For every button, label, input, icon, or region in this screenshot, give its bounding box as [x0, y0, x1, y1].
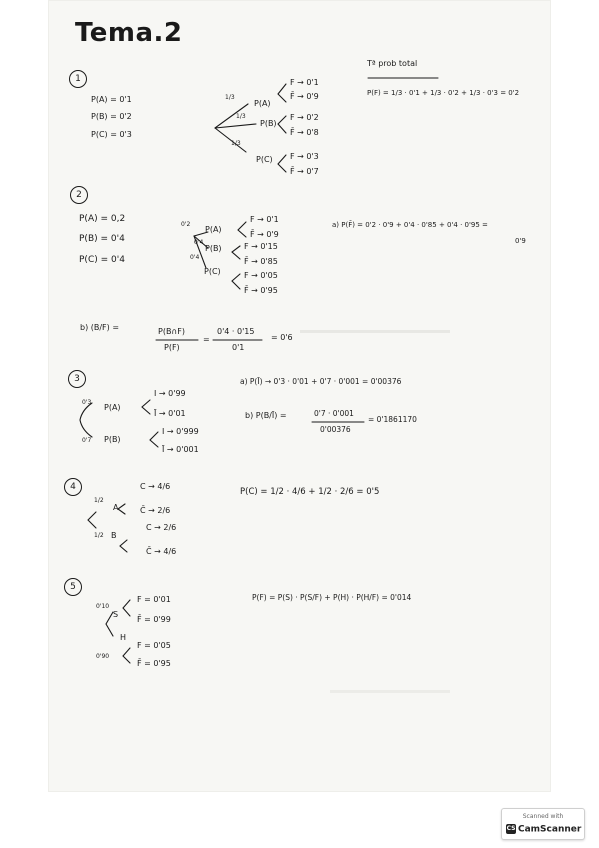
exercise-number-2: 2 — [70, 186, 88, 204]
part-a-formula: a) P(F̄) = 0'2 · 0'9 + 0'4 · 0'85 + 0'4 · 0'95 = — [332, 221, 488, 229]
tree-leaf: F → 0'2 — [290, 113, 319, 122]
tree-leaf: I → 0'99 — [154, 389, 186, 398]
branch-weight: 0'4 — [190, 254, 200, 261]
tree-leaf: F → 0'15 — [244, 242, 278, 251]
fraction-denominator: 0'00376 — [320, 425, 351, 434]
tree-leaf: C̄ → 4/6 — [146, 547, 177, 556]
total-prob-formula: P(F) = P(S) · P(S/F) + P(H) · P(H/F) = 0'014 — [252, 593, 412, 602]
exercise-number-4: 4 — [64, 478, 82, 496]
tree-node: P(B) — [205, 244, 222, 253]
tree-leaf: F̄ → 0'9 — [250, 230, 279, 239]
prob-a: P(A) = 0'1 — [91, 95, 132, 104]
prob-b: P(B) = 0'4 — [79, 234, 125, 244]
branch-weight: 1/2 — [94, 497, 104, 504]
branch-weight: 1/3 — [236, 113, 246, 120]
tree-node: P(B) — [260, 119, 277, 128]
tree-leaf: F̄ → 0'85 — [244, 257, 278, 266]
branch-weight: 0'7 — [82, 437, 92, 444]
exercise-number-3: 3 — [68, 370, 86, 388]
tree-leaf: F → 0'1 — [250, 215, 279, 224]
tree-leaf: Ī → 0'01 — [154, 409, 186, 418]
fraction-denominator: 0'1 — [232, 343, 245, 352]
branch-weight: 0'10 — [96, 603, 110, 610]
tree-node: S — [113, 610, 119, 619]
prob-c: P(C) = 0'3 — [91, 130, 132, 139]
tree-leaf: F̄ → 0'7 — [290, 167, 319, 176]
branch-weight: 1/2 — [94, 532, 104, 539]
tree-node: B — [111, 531, 117, 540]
part-b-result: = 0'1861170 — [368, 415, 417, 424]
tree-node: P(A) — [205, 225, 222, 234]
fraction-numerator: 0'4 · 0'15 — [217, 327, 255, 336]
prob-a: P(A) = 0,2 — [79, 214, 126, 224]
branch-weight: 0'2 — [181, 221, 191, 228]
tree-leaf: F = 0'01 — [137, 595, 171, 604]
part-a-result: 0'9 — [515, 237, 526, 245]
tree-leaf: F̄ = 0'99 — [137, 615, 171, 624]
watermark-caption: Scanned with — [522, 813, 564, 820]
part-b-lhs: b) P(B/Ī) = — [245, 411, 287, 420]
tree-node: H — [120, 633, 127, 642]
tree-leaf: F → 0'05 — [244, 271, 278, 280]
exercise-number-5: 5 — [64, 578, 82, 596]
part-b-lhs: b) (B/F) = — [80, 323, 120, 332]
bleed-through-mark — [330, 690, 450, 693]
tree-node: P(B) — [104, 435, 121, 444]
tree-node: P(A) — [254, 99, 271, 108]
part-b-result: = 0'6 — [271, 333, 293, 342]
section-heading: Tª prob total — [367, 59, 418, 68]
tree-leaf: F̄ = 0'95 — [137, 659, 171, 668]
branch-weight: 0'90 — [96, 653, 110, 660]
fraction-denominator: P(F) — [164, 343, 180, 352]
tree-leaf: I → 0'999 — [162, 427, 199, 436]
branch-weight: 1/3 — [225, 94, 235, 101]
tree-leaf: C → 4/6 — [140, 482, 171, 491]
fraction-numerator: 0'7 · 0'001 — [314, 409, 354, 418]
prob-b: P(B) = 0'2 — [91, 112, 132, 121]
part-a-formula: a) P(Ī) → 0'3 · 0'01 + 0'7 · 0'001 = 0'00376 — [240, 377, 402, 386]
tree-leaf: F → 0'1 — [290, 78, 319, 87]
branch-weight: 0'4 — [194, 239, 204, 246]
tree-leaf: C → 2/6 — [146, 523, 177, 532]
scanner-watermark — [501, 808, 585, 840]
exercise-number-1: 1 — [69, 70, 87, 88]
fraction-numerator: P(B∩F) — [158, 327, 186, 336]
tree-leaf: F̄ → 0'9 — [290, 92, 319, 101]
tree-node: A — [113, 503, 119, 512]
prob-c: P(C) = 0'4 — [79, 255, 125, 265]
tree-leaf: F̄ → 0'95 — [244, 286, 278, 295]
tree-node: P(C) — [256, 155, 273, 164]
watermark-brand: CamScanner — [518, 824, 582, 835]
tree-node: P(C) — [204, 267, 221, 276]
camscanner-logo-icon: CS — [506, 825, 516, 832]
tree-leaf: Ī → 0'001 — [162, 445, 199, 454]
tree-leaf: F → 0'3 — [290, 152, 319, 161]
branch-weight: 1/3 — [231, 140, 241, 147]
page-title: Tema.2 — [75, 18, 183, 48]
tree-leaf: F̄ → 0'8 — [290, 128, 319, 137]
branch-weight: 0'3 — [82, 399, 92, 406]
total-prob-formula: P(C) = 1/2 · 4/6 + 1/2 · 2/6 = 0'5 — [240, 487, 380, 497]
total-prob-formula: P(F) = 1/3 · 0'1 + 1/3 · 0'2 + 1/3 · 0'3 = 0'2 — [367, 89, 520, 97]
tree-leaf: C̄ → 2/6 — [140, 506, 171, 515]
bleed-through-mark — [300, 330, 450, 333]
tree-node: P(A) — [104, 403, 121, 412]
tree-leaf: F = 0'05 — [137, 641, 171, 650]
